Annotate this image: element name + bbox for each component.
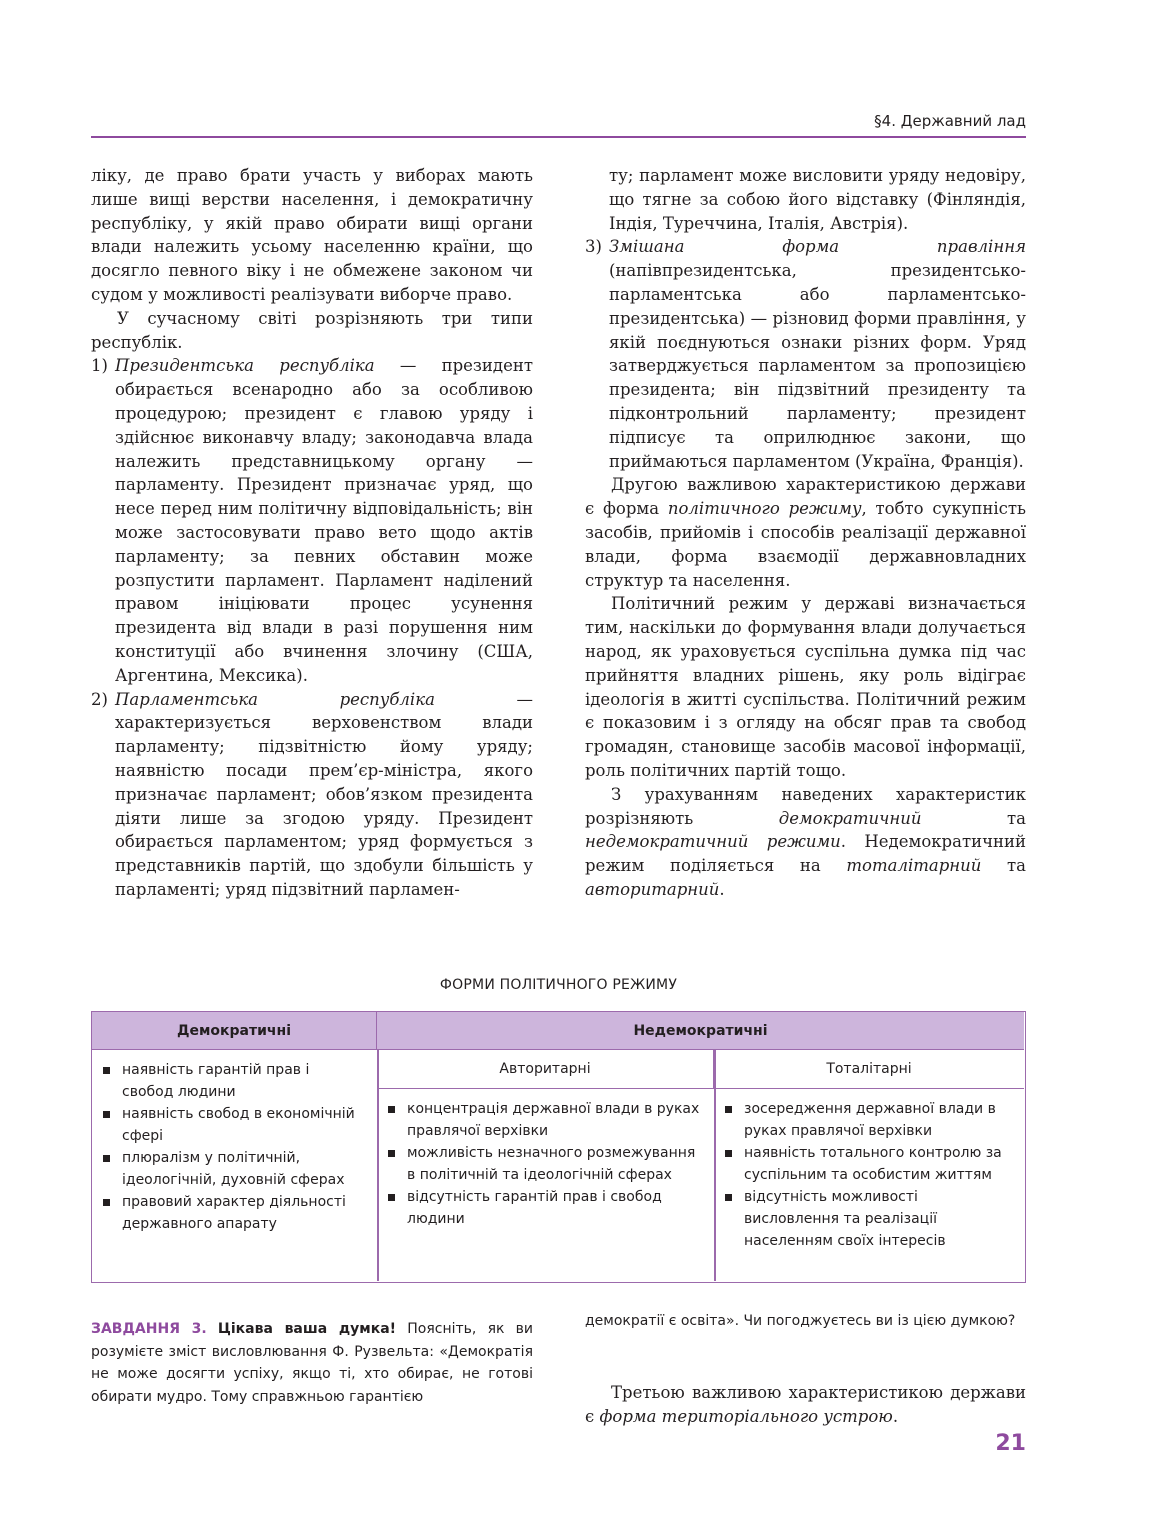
text: Другою важливою характеристикою держави є форма: [585, 475, 1026, 519]
header-nondemocratic: Недемократичні: [377, 1012, 1024, 1050]
term: демократичний: [778, 808, 922, 828]
democratic-list: [101, 1059, 363, 1235]
list-item: наявність тотального контролю за суспільним та особистим життям: [723, 1142, 1015, 1186]
paragraph: У сучасному світі розрізняють три типи республік.: [91, 308, 533, 352]
list-item: плюралізм у політичній, ідеологічній, духовній сферах: [101, 1147, 363, 1191]
text: .: [892, 1406, 899, 1426]
final-paragraph: [585, 1381, 1026, 1429]
header-democratic: Демократичні: [92, 1012, 377, 1050]
term: Президентська республіка: [115, 356, 375, 376]
list-item: правовий характер діяльності державного апарату: [101, 1191, 363, 1235]
term: Змішана форма правління: [609, 237, 1026, 257]
item-number: 1): [91, 356, 108, 376]
text: та: [981, 856, 1026, 876]
political-regime-table: [91, 1011, 1026, 1283]
task-label: ЗАВДАННЯ 3.: [91, 1321, 207, 1337]
item-number: 2): [91, 689, 108, 709]
list-item: можливість незначного розмежування в політичній та ідеологічній сферах: [386, 1142, 701, 1186]
item-text: ту; парламент може висловити уряду недовіру, що тягне за собою його відставку (Фінляндія, Індія, Туреччина, Італія, Австрія).: [609, 166, 1026, 233]
item-number: 3): [585, 237, 602, 257]
subheader-authoritarian: Авторитарні: [377, 1050, 714, 1089]
right-column: [585, 164, 1026, 902]
term: Парламентська республіка: [115, 689, 435, 709]
text: . Недемократичний режим поділяється на: [585, 832, 1026, 876]
totalitarian-list: [723, 1098, 1015, 1252]
subheader-totalitarian: Тоталітарні: [714, 1050, 1024, 1089]
list-item-presidential: [91, 354, 533, 687]
left-column: [91, 164, 533, 902]
text: та: [921, 808, 1026, 828]
item-text: — характеризується верховенством влади парламенту; підзвітністю йому уряду; наявністю посади прем’єр-міністра, якого призначає парламент; обов’язком президента діяти лише за згодою уряду. Президент обирається парламентом; уряд формується з представників партій, що здобули більшість у парламенті; уряд підзвітний парламен-: [115, 689, 533, 899]
text: .: [719, 879, 725, 899]
list-item: зосередження державної влади в руках правлячої верхівки: [723, 1098, 1015, 1142]
column-divider: [377, 1050, 379, 1281]
paragraph: ліку, де право брати участь у виборах мають лише вищі верстви населення, і демократичну республіку, у якій право обирати вищі органи влади належить усьому населенню країни, що досягло певного віку і не обмежене законом чи судом у можливості реалізувати виборче право.: [91, 166, 533, 304]
section-title: §4. Державний лад: [874, 112, 1026, 130]
authoritarian-list: [386, 1098, 701, 1230]
term: тоталітарний: [846, 856, 982, 876]
paragraph: Політичний режим у державі визначається тим, наскільки до формування влади долучається народ, як ураховується суспільна думка під час прийняття владних рішень, яку роль відіграє ідеологія в житті суспільства. Політичний режим є показовим і з огляду на обсяг прав та свобод громадян, становище засобів масової інформації, роль політичних партій тощо.: [585, 594, 1026, 780]
term: авторитарний: [585, 879, 720, 899]
task-text: Поясніть, як ви розумієте зміст висловлювання Ф. Рузвельта: «Демократія не може досягти успіху, якщо ті, хто обирає, не готові обирати мудро. Тому справжньою гарантією: [91, 1321, 534, 1405]
list-item-mixed: [585, 235, 1026, 473]
table-title: ФОРМИ ПОЛІТИЧНОГО РЕЖИМУ: [439, 977, 678, 993]
page-header: [91, 108, 1026, 138]
paragraph: [585, 783, 1026, 902]
task-continuation: демократії є освіта». Чи погоджуєтесь ви із цією думкою?: [585, 1313, 1016, 1329]
text: , тобто сукупність засобів, прийомів і способів реалізації державної влади, форма взаємодії державновладних структур та населення.: [585, 499, 1026, 590]
list-item: наявність гарантій прав і свобод людини: [101, 1059, 363, 1103]
item-text: — президент обирається всенародно або за особливою процедурою; президент є главою уряду і здійснює виконавчу владу; законодавча влада належить представницькому органу — парламенту. Президент призначає уряд, що несе перед ним політичну відповідальність; він може застосовувати право вето щодо актів парламенту; за певних обставин може розпустити парламент. Парламент наділений правом ініціювати процес усунення президента від влади в разі порушення ним конституції або вчинення злочину (США, Аргентина, Мексика).: [115, 356, 533, 685]
item-text: (напівпрезидентська, президентсько-парламентська або парламентсько-президентська) — різновид форми правління, у якій поєднуються ознаки різних форм. Уряд затверджується парламентом за пропозицією президента; він підзвітний президенту та підконтрольний парламенту; президент підписує та оприлюднює закони, що приймаються парламентом (Україна, Франція).: [609, 261, 1026, 471]
list-item-parliamentary: [91, 688, 533, 902]
page-number: 21: [995, 1431, 1026, 1456]
text: З урахуванням наведених характеристик розрізняють: [585, 784, 1026, 828]
paragraph: [585, 473, 1026, 592]
text: Третьою важливою характеристикою держави є: [585, 1382, 1026, 1426]
task-title: Цікава ваша думка!: [217, 1321, 397, 1337]
list-item: відсутність гарантій прав і свобод людини: [386, 1186, 701, 1230]
list-item: концентрація державної влади в руках правлячої верхівки: [386, 1098, 701, 1142]
list-item: наявність свобод в економічній сфері: [101, 1103, 363, 1147]
column-divider: [714, 1050, 716, 1281]
term: недемократичний режими: [585, 832, 841, 852]
list-item: відсутність можливості висловлення та реалізації населенням своїх інтересів: [723, 1186, 1015, 1252]
term: форма територіального устрою: [599, 1406, 893, 1426]
task-box: [91, 1318, 533, 1408]
list-item-parliamentary-cont: [585, 164, 1026, 235]
term: політичного режиму: [667, 499, 862, 519]
